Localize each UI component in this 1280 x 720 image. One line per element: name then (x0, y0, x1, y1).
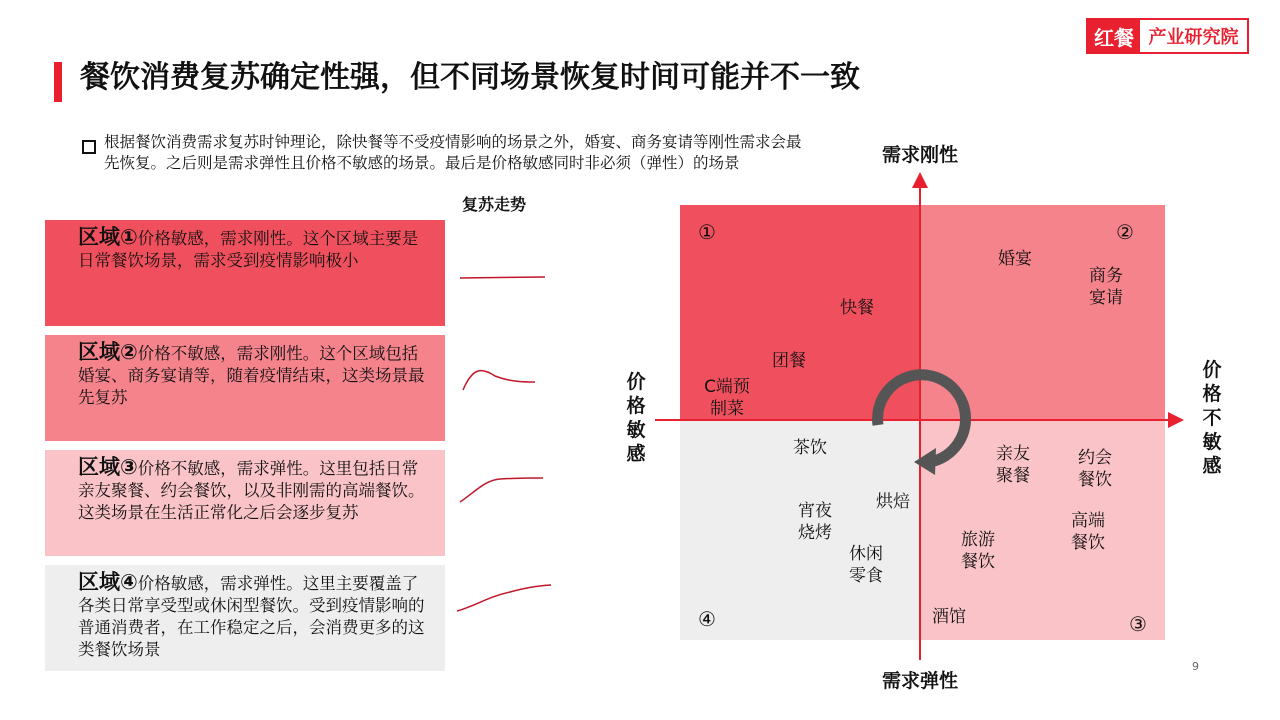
scene-label: 旅游餐饮 (961, 530, 995, 572)
axis-label-left: 价格敏感 (626, 371, 646, 465)
scene-label: 商务宴请 (1089, 266, 1123, 308)
axis-label-right: 价格不敏感 (1202, 359, 1222, 477)
title-accent-bar (54, 62, 62, 102)
trend-line-region-1 (455, 256, 555, 296)
trend-line-region-4 (455, 578, 555, 618)
scene-label: 团餐 (772, 351, 806, 371)
trend-line-region-2 (455, 360, 555, 400)
scene-label: 茶饮 (793, 438, 827, 458)
region-1-text: 价格敏感，需求刚性。这个区域主要是日常餐饮场景，需求受到疫情影响极小 (78, 229, 419, 270)
quadrant-number-3: ③ (1129, 612, 1147, 636)
region-2-title: 区域② (78, 340, 138, 364)
scene-label: 酒馆 (932, 607, 966, 627)
scene-label: 高端餐饮 (1071, 511, 1105, 553)
scene-label: 快餐 (840, 298, 874, 318)
region-4-title: 区域④ (78, 570, 138, 594)
trend-label: 复苏走势 (462, 195, 527, 214)
region-2-box (45, 335, 445, 441)
logo-text: 产业研究院 (1148, 27, 1239, 48)
axis-label-top: 需求刚性 (881, 144, 958, 166)
trend-line-region-3 (455, 470, 555, 510)
page-title: 餐饮消费复苏确定性强，但不同场景恢复时间可能并不一致 (80, 60, 860, 95)
quadrant-number-4: ④ (698, 607, 716, 631)
page-number: 9 (1192, 660, 1199, 673)
scene-label: 约会餐饮 (1078, 448, 1112, 490)
region-1-title: 区域① (78, 225, 138, 249)
quadrant-number-2: ② (1116, 220, 1134, 244)
scene-label: 休闲零食 (849, 544, 883, 586)
region-1-box (45, 220, 445, 326)
quadrant-number-1: ① (698, 220, 716, 244)
logo-mark: 红餐 (1088, 20, 1140, 52)
bullet-icon (82, 140, 96, 154)
region-3-text: 价格不敏感，需求弹性。这里包括日常亲友聚餐、约会餐饮，以及非刚需的高端餐饮。这类场景在生活正常化之后会逐步复苏 (78, 459, 425, 522)
region-2-text: 价格不敏感，需求刚性。这个区域包括婚宴、商务宴请等，随着疫情结束，这类场景最先复苏 (78, 344, 425, 407)
intro-paragraph: 根据餐饮消费需求复苏时钟理论，除快餐等不受疫情影响的场景之外，婚宴、商务宴请等刚性需求会最先恢复。之后则是需求弹性且价格不敏感的场景。最后是价格敏感同时非必须（弹性）的场景 (104, 133, 802, 172)
region-4-text: 价格敏感，需求弹性。这里主要覆盖了各类日常享受型或休闲型餐饮。受到疫情影响的普通消费者，在工作稳定之后，会消费更多的这类餐饮场景 (78, 574, 425, 659)
scene-label: 亲友聚餐 (996, 444, 1030, 486)
brand-logo (1086, 18, 1249, 54)
scene-label: 婚宴 (998, 249, 1032, 269)
region-3-title: 区域③ (78, 455, 138, 479)
scene-label: 烘焙 (876, 492, 910, 512)
region-3-box (45, 450, 445, 556)
region-4-box (45, 565, 445, 671)
scene-label: 宵夜烧烤 (798, 501, 832, 543)
axis-label-bottom: 需求弹性 (881, 670, 958, 692)
scene-label: C端预制菜 (704, 377, 750, 419)
